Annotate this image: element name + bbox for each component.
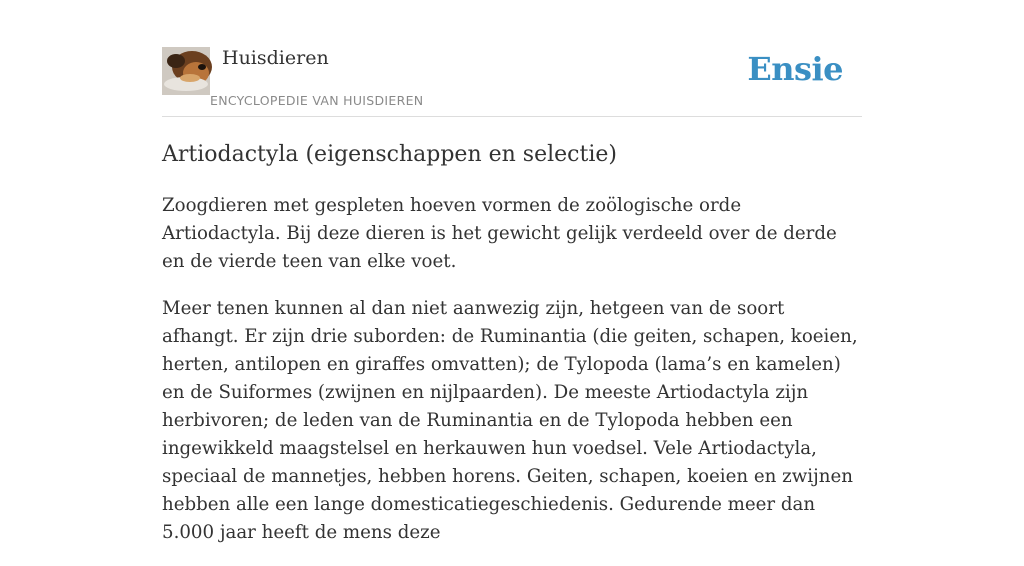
brand-logo[interactable]: Ensie [747,50,843,88]
article-paragraph: Meer tenen kunnen al dan niet aanwezig zijn, hetgeen van de soort afhangt. Er zijn drie suborden: de Ruminantia (die geiten, schapen, koeien, herten, antilopen en giraffes omvatten); de Tylopoda (lama’s en kamelen) en de Suiformes (zwijnen en nijlpaarden). De meeste Artiodactyla zijn herbivoren; de leden van de Ruminantia en de Tylopoda hebben een ingewikkeld maagstelsel en herkauwen hun voedsel. Vele Artiodactyla, speciaal de mannetjes, hebben horens. Geiten, schapen, koeien en zwijnen hebben alle een lange domesticatiegeschiedenis. Gedurende meer dan 5.000 jaar heeft de mens deze [162,298,858,543]
site-header [162,44,862,117]
article-body [162,192,862,566]
page-title: Artiodactyla (eigenschappen en selectie) [162,142,617,167]
dog-photo-icon [162,47,210,95]
avatar[interactable] [162,47,210,95]
site-name[interactable]: Huisdieren [222,47,329,69]
site-tagline: ENCYCLOPEDIE VAN HUISDIEREN [210,93,424,108]
article-paragraph: Zoogdieren met gespleten hoeven vormen de zoölogische orde Artiodactyla. Bij deze dieren is het gewicht gelijk verdeeld over de derde en de vierde teen van elke voet. [162,195,837,272]
